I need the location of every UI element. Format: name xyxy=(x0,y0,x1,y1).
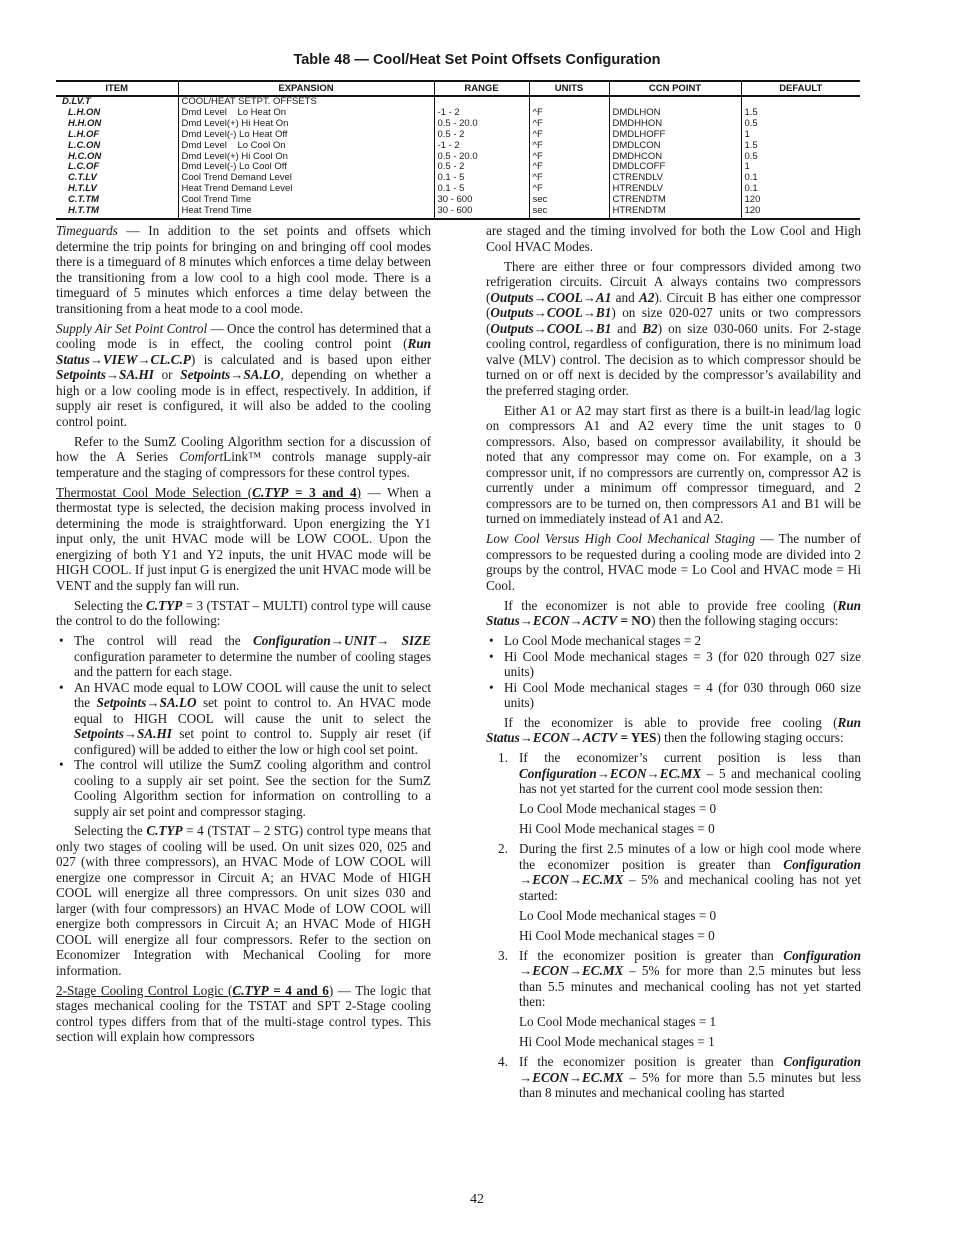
param-value: = 4 and 6 xyxy=(268,982,329,998)
lead-lag-paragraph: Either A1 or A2 may start first as there is a built-in lead/lag logic on compressors A1 and A2 every time the unit stages to 0 compressors. Also, based on compressor availability, it should be noted that any compressor may come on. For example, on a 3 compressor unit, if no compressors are currently on, compressor A2 is currently under a minimum off compressor timeguard, and 2 compressors are to be turned on, then compressors A1 and B1 will be turned on immediately instead of A1 and A2. xyxy=(486,402,861,526)
cell-ccn-point: DMDHHON xyxy=(609,119,741,130)
list-item xyxy=(486,948,861,1050)
text: – 5% for more than 2.5 minutes but less than 5.5 minutes and mechanical cooling has not yet started then: xyxy=(519,963,861,1009)
cell-ccn-point: CTRENDLV xyxy=(609,173,741,184)
cell-ccn-point: DMDLHON xyxy=(609,108,741,119)
timeguards-heading: Timeguards xyxy=(56,223,118,238)
cell-expansion: Dmd Level(-) Lo Cool Off xyxy=(178,162,434,173)
offsets-table xyxy=(56,80,860,220)
cell-expansion: Heat Trend Time xyxy=(178,206,434,219)
menu-path: Run Status→VIEW→CL.C.P xyxy=(56,336,431,367)
text: ). Circuit B has either one compressor ( xyxy=(486,289,861,320)
list-item: • Hi Cool Mode mechanical stages = 4 (for 030 through 060 size units) xyxy=(486,680,861,711)
text: configuration parameter to determine the number of cooling stages and the pattern for each stage. xyxy=(74,648,431,679)
cell-units: ^F xyxy=(529,184,609,195)
hi-cool-stages: Hi Cool Mode mechanical stages = 1 xyxy=(519,1034,715,1049)
text: – 5% for more than 5.5 minutes but less than 8 minutes and mechanical cooling has started xyxy=(519,1069,861,1100)
cell-default-value: 0.5 xyxy=(741,152,860,163)
text: ) on size 030-060 units. For 2-stage cooling control, regardless of configuration, there is no minimum load valve (MLV) control. The decision as to which compressor should be turned on or off next is decided by the compressor’s availability and the preferred staging order. xyxy=(486,320,861,398)
cell-item-code: L.H.OF xyxy=(68,128,100,140)
cell-expansion: Dmd Level(-) Lo Heat Off xyxy=(178,130,434,141)
cell-ccn-point: HTRENDTM xyxy=(609,206,741,219)
cell-ccn-point: DMDLCON xyxy=(609,141,741,152)
menu-path: Outputs→COOL→A1 xyxy=(490,289,612,305)
menu-path: A2 xyxy=(639,289,655,305)
param: C.TYP xyxy=(146,597,183,613)
menu-path: Outputs→COOL→B1 xyxy=(490,320,612,336)
cell-item-code: H.C.ON xyxy=(68,150,102,162)
table-row xyxy=(56,141,860,152)
text: If the economizer position is greater than xyxy=(519,947,784,963)
cell-default-value: 120 xyxy=(741,206,860,219)
text: – 5 and mechanical cooling has not yet started for the current cool mode session then: xyxy=(519,765,861,796)
cell-item-code: C.T.LV xyxy=(68,172,97,184)
cell-range: 0.1 - 5 xyxy=(434,173,529,184)
text: Thermostat Cool Mode Selection ( xyxy=(56,484,253,500)
cell-default-value: 1 xyxy=(741,130,860,141)
table-body xyxy=(56,96,860,219)
cell-expansion: Dmd Level Lo Cool On xyxy=(178,141,434,152)
cell-units: ^F xyxy=(529,119,609,130)
cell-item-code: L.C.ON xyxy=(68,139,101,151)
text: If the economizer is not able to provide free cooling ( xyxy=(504,597,838,613)
cell-units: ^F xyxy=(529,141,609,152)
item-number: 2. xyxy=(498,841,508,856)
page-number: 42 xyxy=(470,1192,484,1207)
cell-units: ^F xyxy=(529,162,609,173)
tstat-multi-bullets xyxy=(56,633,431,819)
cell-item-code: L.H.ON xyxy=(68,106,101,118)
text: — Once the control has determined that a cooling mode is in effect, the cooling control point ( xyxy=(56,320,431,351)
cell-units: ^F xyxy=(529,108,609,119)
item-number: 4. xyxy=(498,1054,508,1069)
lo-cool-stages: Lo Cool Mode mechanical stages = 0 xyxy=(519,801,717,816)
menu-path: Outputs→COOL→B1 xyxy=(490,305,612,320)
text: – 5% and mechanical cooling has not yet started: xyxy=(519,872,861,903)
continued-paragraph: are staged and the timing involved for both the Low Cool and High Cool HVAC Modes. xyxy=(486,223,861,254)
cell-item-code: D.LV.T xyxy=(62,96,91,107)
text: 2-Stage Cooling Control Logic ( xyxy=(56,982,233,998)
cell-range: 30 - 600 xyxy=(434,206,529,219)
cell-ccn-point: DMDLHOFF xyxy=(609,130,741,141)
text: ) xyxy=(356,484,362,500)
cell-range: 0.5 - 2 xyxy=(434,162,529,173)
select-4-paragraph xyxy=(56,823,431,978)
text: If the economizer position is greater than xyxy=(519,1054,784,1069)
cell-ccn-point: CTRENDTM xyxy=(609,195,741,206)
text: = 4 (TSTAT – 2 STG) control type means that only two stages of cooling will be used. On unit sizes 020, 025 and 027 (with three compressors), an HVAC Mode of LOW COOL will energize one compressor in Circuit A; an HVAC Mode of HIGH COOL will energize all three compressors. On unit sizes 030 and larger (with four compressors) an HVAC Mode of LOW COOL will energize both compressors in Circuit A; an HVAC Mode of HIGH COOL will energize all four compressors. Refer to the section on Economizer Integration with Mechanical Cooling for more information. xyxy=(56,823,431,978)
cell-expansion: Cool Trend Demand Level xyxy=(178,173,434,184)
cell-item-code: H.T.LV xyxy=(68,183,97,195)
cell-expansion: Heat Trend Demand Level xyxy=(178,184,434,195)
supply-air-heading: Supply Air Set Point Control xyxy=(56,320,208,336)
left-column xyxy=(56,223,431,1049)
text: There are either three or four compressors divided among two refrigeration circuits. Circuit A always contains two compressors ( xyxy=(486,258,861,305)
list-item xyxy=(486,750,861,837)
text: If the economizer’s current position is less than xyxy=(519,750,861,765)
text: An HVAC mode equal to LOW COOL will cause the unit to select the xyxy=(74,679,431,710)
list-item xyxy=(56,633,431,680)
header-expansion: EXPANSION xyxy=(178,81,434,96)
cell-expansion: Cool Trend Time xyxy=(178,195,434,206)
cell-default-value: 0.5 xyxy=(741,119,860,130)
staging-steps xyxy=(486,750,861,1101)
cell-item-code: L.C.OF xyxy=(68,161,100,173)
menu-path: Setpoints→SA.HI xyxy=(56,367,154,382)
menu-path: Setpoints→SA.HI xyxy=(74,726,172,741)
stage-bullets xyxy=(486,633,861,711)
list-item xyxy=(56,680,431,758)
cell-range: 0.5 - 20.0 xyxy=(434,119,529,130)
text: and xyxy=(611,289,640,305)
param-value: = 3 and 4 xyxy=(288,484,357,500)
cell-range: 0.5 - 2 xyxy=(434,130,529,141)
cell-range: 0.1 - 5 xyxy=(434,184,529,195)
cell-units: ^F xyxy=(529,130,609,141)
cell-units: ^F xyxy=(529,152,609,163)
menu-path: Setpoints→SA.LO xyxy=(96,695,197,710)
text: = 3 (TSTAT – MULTI) control type will cause the control to do the following: xyxy=(56,597,431,628)
header-range: RANGE xyxy=(434,81,529,96)
lo-cool-stages: Lo Cool Mode mechanical stages = 1 xyxy=(519,1014,717,1029)
cell-expansion: Dmd Level(+) Hi Cool On xyxy=(178,152,434,163)
cell-item-code: H.T.TM xyxy=(56,206,178,219)
text: Selecting the xyxy=(74,823,147,838)
two-stage-text: — The logic that stages mechanical cooling for the TSTAT and SPT 2-Stage cooling control types differs from that of the multi-stage control types. This section will explain how compressors xyxy=(56,982,431,1044)
menu-path: Run Status→ECON→ACTV xyxy=(486,714,861,745)
not-able-paragraph xyxy=(486,598,861,629)
table-row xyxy=(56,130,860,141)
param-value: = YES xyxy=(617,730,657,745)
menu-path: B2 xyxy=(642,320,658,336)
list-item xyxy=(486,841,861,943)
item-number: 3. xyxy=(498,947,508,963)
cell-ccn-point: DMDHCON xyxy=(609,152,741,163)
text: ) then the following staging occurs: xyxy=(651,613,839,628)
hi-cool-stages: Hi Cool Mode mechanical stages = 0 xyxy=(519,821,715,836)
text: ) xyxy=(328,982,334,998)
param-value: = NO xyxy=(617,613,652,628)
cell-expansion: Dmd Level Lo Heat On xyxy=(178,108,434,119)
table-title: Table 48 — Cool/Heat Set Point Offsets Configuration xyxy=(293,52,661,68)
timeguards-paragraph xyxy=(56,223,431,316)
list-item xyxy=(56,757,431,819)
text: The control will utilize the SumZ cooling algorithm and control cooling to a supply air set point. See the section for the SumZ Cooling Algorithm section for information on controlling to a supply air set point and compressor staging. xyxy=(74,757,431,819)
text: If the economizer is able to provide free cooling ( xyxy=(504,714,838,730)
text: , depending on whether a high or a low cooling mode is in effect, respectively. In addition, if supply air reset is configured, it will also be added to the cooling control point. xyxy=(56,367,431,429)
text: and xyxy=(611,320,643,336)
thermostat-heading xyxy=(56,485,361,500)
text: ) then the following staging occurs: xyxy=(656,730,844,745)
cell-default-value: 1 xyxy=(741,162,860,173)
param: C.TYP xyxy=(252,484,289,500)
cell-units: ^F xyxy=(529,173,609,184)
supply-air-paragraph xyxy=(56,321,431,430)
menu-path: Configuration→UNIT→ SIZE xyxy=(253,633,431,648)
hi-cool-stages: Hi Cool Mode mechanical stages = 0 xyxy=(519,927,715,943)
refer-paragraph xyxy=(56,434,431,481)
text: set point to control to. An HVAC mode equal to HIGH COOL will cause the unit to select the xyxy=(74,695,431,726)
text: — The number of compressors to be requested during a cooling mode are divided into 2 groups by the control, HVAC mode = Lo Cool and HVAC mode = Hi Cool. xyxy=(486,531,861,593)
cell-units: sec xyxy=(529,195,609,206)
header-ccn-point: CCN POINT xyxy=(609,81,741,96)
cell-expansion: Dmd Level(+) Hi Heat On xyxy=(178,119,434,130)
cell-expansion: COOL/HEAT SETPT. OFFSETS xyxy=(178,96,434,108)
header-units: UNITS xyxy=(529,81,609,96)
cell-default-value xyxy=(741,96,860,108)
menu-path: Configuration →ECON→EC.MX xyxy=(519,1054,861,1085)
table-header-row xyxy=(56,81,860,96)
cell-item-code: H.H.ON xyxy=(68,117,102,129)
cell-ccn-point: DMDLCOFF xyxy=(609,162,741,173)
text: Link™ controls manage supply-air temperature and the staging of compressors for these control types. xyxy=(56,449,431,480)
lo-cool-stages: Lo Cool Mode mechanical stages = 0 xyxy=(519,907,717,923)
text: or xyxy=(153,367,181,382)
header-item: ITEM xyxy=(56,81,178,96)
cell-range: -1 - 2 xyxy=(434,141,529,152)
list-item: • Hi Cool Mode mechanical stages = 3 (for 020 through 027 size units) xyxy=(486,649,861,680)
low-high-paragraph xyxy=(486,531,861,593)
cell-range: -1 - 2 xyxy=(434,108,529,119)
text: During the first 2.5 minutes of a low or high cool mode where the economizer position is greater than xyxy=(519,841,861,872)
right-column xyxy=(486,223,861,1105)
cell-range: 0.5 - 20.0 xyxy=(434,152,529,163)
thermostat-paragraph xyxy=(56,485,431,594)
item-number: 1. xyxy=(498,750,508,765)
text: ) is calculated and is based upon either xyxy=(190,351,431,367)
cell-units: sec xyxy=(529,206,609,219)
timeguards-text: — In addition to the set points and offsets which determine the trip points for bringing on and bringing off cool modes there is a timeguard of 8 minutes which enforces a time delay between the transitioning from a low cool to a high cool mode. There is a timeguard of 5 minutes which enforces a time delay between the transitioning from a heat mode to a cool mode. xyxy=(56,223,431,316)
menu-path: Configuration→ECON→EC.MX xyxy=(519,765,702,781)
config-table xyxy=(56,80,860,220)
text: ) on size 020-027 units or two compressors ( xyxy=(486,305,861,336)
two-stage-paragraph xyxy=(56,983,431,1045)
two-stage-heading xyxy=(56,983,333,998)
cell-default-value: 0.1 xyxy=(741,184,860,195)
brand-name: Comfort xyxy=(179,449,224,464)
cell-range: 30 - 600 xyxy=(434,195,529,206)
text: Refer to the SumZ Cooling Algorithm section for a discussion of how the A Series xyxy=(56,433,431,464)
text: The control will read the xyxy=(74,633,253,648)
select-3-paragraph xyxy=(56,598,431,629)
cell-default-value: 1.5 xyxy=(741,141,860,152)
thermostat-text: — When a thermostat type is selected, the decision making process involved in determining the mode is straightforward. Upon energizing the Y1 input only, the unit HVAC mode will be LOW COOL. Upon the energizing of both Y1 and Y2 inputs, the unit HVAC mode will be HIGH COOL. If just input G is energized the unit HVAC mode will be VENT and the supply fan will run. xyxy=(56,484,432,593)
list-item xyxy=(486,1054,861,1101)
cell-default-value: 1.5 xyxy=(741,108,860,119)
list-item: • Lo Cool Mode mechanical stages = 2 xyxy=(486,633,861,649)
header-default: DEFAULT xyxy=(741,81,860,96)
table-row xyxy=(56,206,860,219)
compressors-paragraph xyxy=(486,259,861,399)
menu-path: Configuration →ECON→EC.MX xyxy=(519,947,861,978)
text: set point to control to. Supply air reset (if configured) will be added to either the low or high cool set point. xyxy=(74,726,431,757)
cell-default-value: 0.1 xyxy=(741,173,860,184)
param: C.TYP xyxy=(146,823,183,838)
menu-path: Setpoints→SA.LO xyxy=(180,367,281,382)
param: C.TYP xyxy=(232,982,269,998)
text: Selecting the xyxy=(74,597,146,613)
able-paragraph xyxy=(486,715,861,746)
low-high-heading: Low Cool Versus High Cool Mechanical Staging xyxy=(486,531,756,546)
menu-path: Run Status→ECON→ACTV xyxy=(486,597,861,628)
menu-path: Configuration →ECON→EC.MX xyxy=(519,856,861,887)
cell-default-value: 120 xyxy=(741,195,860,206)
cell-item-code: C.T.TM xyxy=(68,194,99,206)
cell-ccn-point: HTRENDLV xyxy=(609,184,741,195)
